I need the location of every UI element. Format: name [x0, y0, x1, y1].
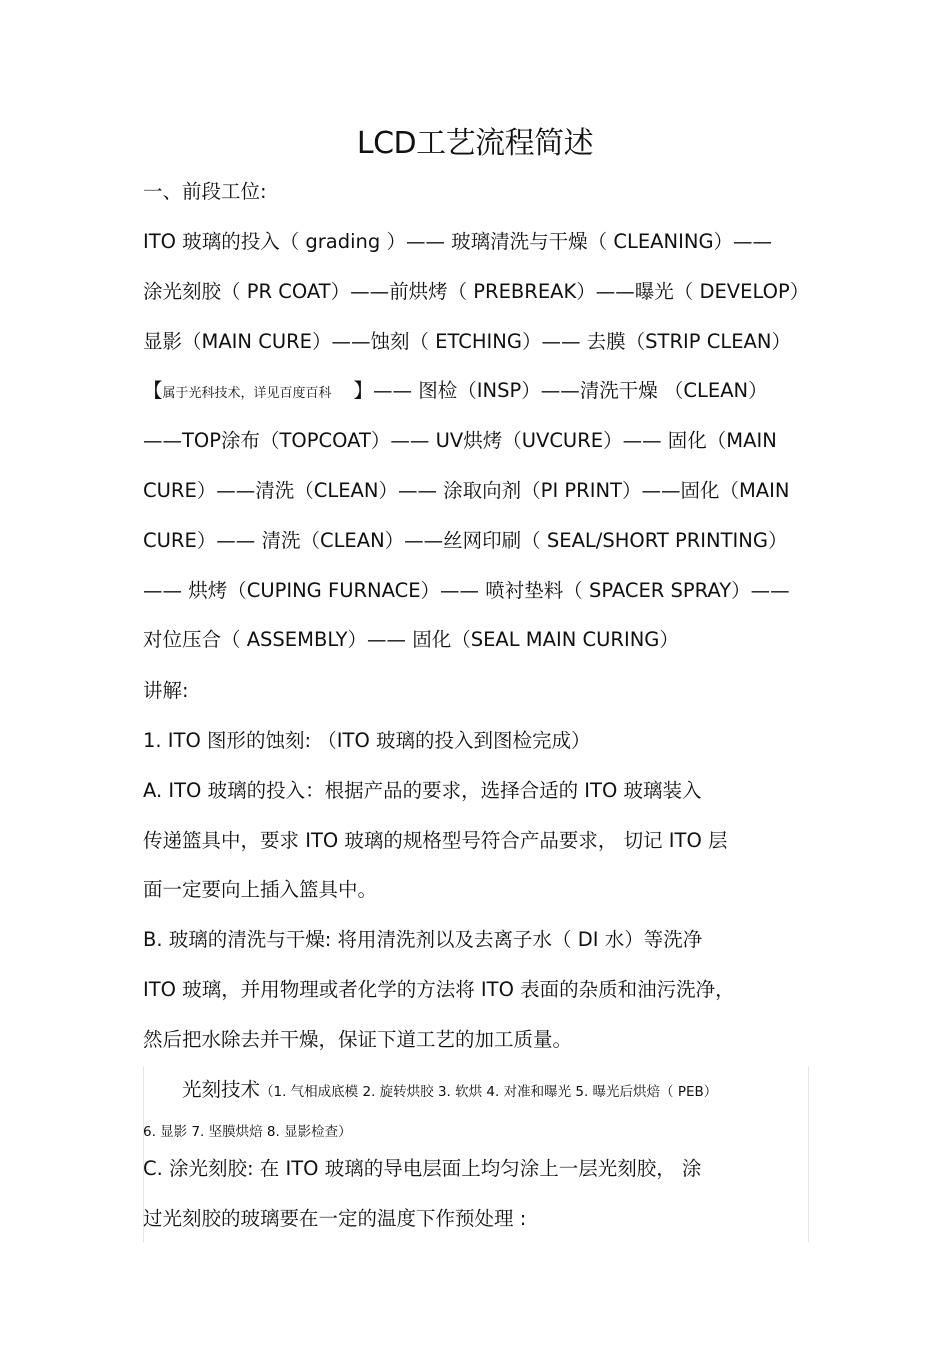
photolithography-line — [182, 1076, 812, 1106]
item-c-line-1: C. 涂光刻胶: 在 ITO 玻璃的导电层面上均匀涂上一层光刻胶， 涂 — [143, 1157, 702, 1180]
bracket-open: 【 — [143, 379, 163, 402]
flow-line-3: 显影（MAIN CURE）——蚀刻（ ETCHING）—— 去膜（STRIP CLEAN） — [143, 330, 791, 353]
item-a-line-1: A. ITO 玻璃的投入：根据产品的要求，选择合适的 ITO 玻璃装入 — [143, 779, 702, 802]
inline-note: 属于光科技术，详见百度百科 — [162, 386, 332, 401]
flow-line-8: —— 烘烤（CUPING FURNACE）—— 喷衬垫料（ SPACER SPRAY）—— — [143, 579, 790, 602]
flow-line-5: ——TOP涂布（TOPCOAT）—— UV烘烤（UVCURE）—— 固化（MAIN — [143, 429, 777, 452]
flow-line-2: 涂光刻胶（ PR COAT）——前烘烤（ PREBREAK）——曝光（ DEVELOP） — [143, 280, 810, 303]
page-title: LCD工艺流程简述 — [356, 126, 594, 161]
flow-line-9: 对位压合（ ASSEMBLY）—— 固化（SEAL MAIN CURING） — [143, 628, 679, 651]
item-b-line-3: 然后把水除去并干燥，保证下道工艺的加工质量。 — [143, 1028, 573, 1051]
photolithography-heading: 光刻技术 — [182, 1078, 261, 1101]
flow-line-1: ITO 玻璃的投入（ grading ）—— 玻璃清洗与干燥（ CLEANING）—— — [143, 230, 773, 253]
item-c-line-2: 过光刻胶的玻璃要在一定的温度下作预处理 : — [143, 1207, 527, 1230]
item-b-line-1: B. 玻璃的清洗与干燥: 将用清洗剂以及去离子水（ DI 水）等洗净 — [143, 928, 703, 951]
explain-heading: 讲解: — [143, 679, 189, 702]
item-b-line-2: ITO 玻璃，并用物理或者化学的方法将 ITO 表面的杂质和油污洗净， — [143, 978, 735, 1001]
flow-line-4 — [143, 377, 815, 408]
item-1-heading: 1. ITO 图形的蚀刻: （ITO 玻璃的投入到图检完成） — [143, 729, 591, 752]
photolithography-note-2: 6. 显影 7. 坚膜烘焙 8. 显影检查） — [143, 1124, 352, 1140]
photolithography-note-1: （1. 气相成底模 2. 旋转烘胶 3. 软烘 4. 对准和曝光 5. 曝光后烘焙（ PEB） — [260, 1084, 718, 1100]
flow-line-4-text: —— 图检（INSP）——清洗干燥 （CLEAN） — [373, 379, 768, 402]
item-a-line-2: 传递篮具中，要求 ITO 玻璃的规格型号符合产品要求， 切记 ITO 层 — [143, 829, 728, 852]
bracket-close: 】 — [353, 379, 374, 402]
item-a-line-3: 面一定要向上插入篮具中。 — [143, 878, 378, 901]
flow-line-6: CURE）——清洗（CLEAN）—— 涂取向剂（PI PRINT）——固化（MAIN — [143, 479, 790, 502]
flow-line-7: CURE）—— 清洗（CLEAN）——丝网印刷（ SEAL/SHORT PRINTING） — [143, 529, 788, 552]
section-heading: 一、前段工位: — [143, 180, 267, 203]
